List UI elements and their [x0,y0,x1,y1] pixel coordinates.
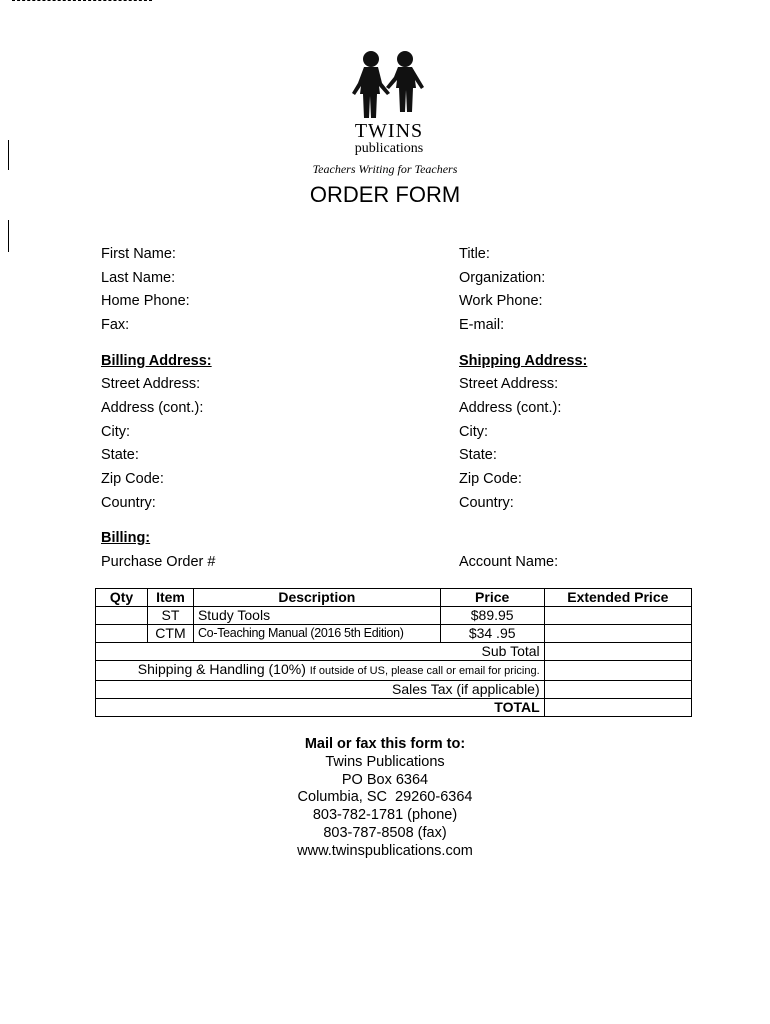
mail-line-pobox: PO Box 6364 [341,771,429,788]
mail-line-phone: 803-782-1781 (phone) [312,807,458,824]
mail-heading: Mail or fax this form to: [304,736,466,752]
organization-label: Organization: [459,270,546,286]
brand [0,120,770,156]
shipping-city-label: City: [459,424,488,440]
fax-label: Fax: [101,317,130,333]
page-title: ORDER FORM [309,182,461,207]
twins-logo-icon [346,48,430,120]
item-header: Item [147,589,193,607]
scan-artifact [12,0,152,2]
extended-price-header: Extended Price [544,589,691,607]
table-row [96,607,692,625]
total-label: TOTAL [96,699,545,717]
billing-heading: Billing: [101,530,151,546]
mail-line-company: Twins Publications [325,753,445,770]
mail-line-city: Columbia, SC 29260-6364 [297,789,473,806]
billing-address-heading: Billing Address: [101,353,212,369]
extended-price-cell[interactable] [544,607,691,625]
billing-address-cont-label: Address (cont.): [101,400,204,416]
purchase-order-label: Purchase Order # [101,554,216,570]
subtotal-label: Sub Total [96,643,545,661]
table-row [96,625,692,643]
billing-city-label: City: [101,424,130,440]
shipping-state-label: State: [459,447,497,463]
mail-line-fax: 803-787-8508 (fax) [323,824,447,841]
sales-tax-value[interactable] [544,681,691,699]
description-cell: Study Tools [193,607,440,625]
scan-artifact [8,220,9,252]
item-cell: CTM [147,625,193,643]
order-table [95,588,692,717]
tagline: Teachers Writing for Teachers [312,162,458,176]
table-header-row [96,589,692,607]
price-header: Price [440,589,544,607]
last-name-label: Last Name: [101,270,176,286]
shipping-country-label: Country: [459,495,514,511]
item-cell: ST [147,607,193,625]
qty-header: Qty [96,589,148,607]
subtotal-row [96,643,692,661]
work-phone-label: Work Phone: [459,293,543,309]
shipping-value[interactable] [544,661,691,681]
total-value[interactable] [544,699,691,717]
extended-price-cell[interactable] [544,625,691,643]
sales-tax-label: Sales Tax (if applicable) [96,681,545,699]
mail-line-website[interactable]: www.twinspublications.com [297,842,473,859]
qty-cell[interactable] [96,607,148,625]
billing-country-label: Country: [101,495,156,511]
shipping-row [96,661,692,681]
shipping-zip-label: Zip Code: [459,471,522,487]
qty-cell[interactable] [96,625,148,643]
shipping-label [96,661,545,681]
mailing-info [0,736,770,861]
shipping-address-heading: Shipping Address: [459,353,588,369]
description-header: Description [193,589,440,607]
billing-state-label: State: [101,447,139,463]
home-phone-label: Home Phone: [101,293,190,309]
shipping-address-cont-label: Address (cont.): [459,400,562,416]
subtotal-value[interactable] [544,643,691,661]
billing-zip-label: Zip Code: [101,471,164,487]
shipping-street-label: Street Address: [459,376,559,392]
price-cell: $89.95 [440,607,544,625]
account-name-label: Account Name: [459,554,559,570]
title-label: Title: [459,246,490,262]
shipping-main-text: Shipping & Handling (10%) [137,661,306,677]
brand-sub: publications [354,141,424,156]
billing-street-label: Street Address: [101,376,201,392]
description-cell: Co-Teaching Manual (2016 5th Edition) [193,625,440,643]
sales-tax-row [96,681,692,699]
brand-name: TWINS [354,120,424,142]
shipping-note: If outside of US, please call or email for pricing. [309,665,540,677]
email-label: E-mail: [459,317,505,333]
first-name-label: First Name: [101,246,176,262]
price-cell: $34 .95 [440,625,544,643]
total-row [96,699,692,717]
